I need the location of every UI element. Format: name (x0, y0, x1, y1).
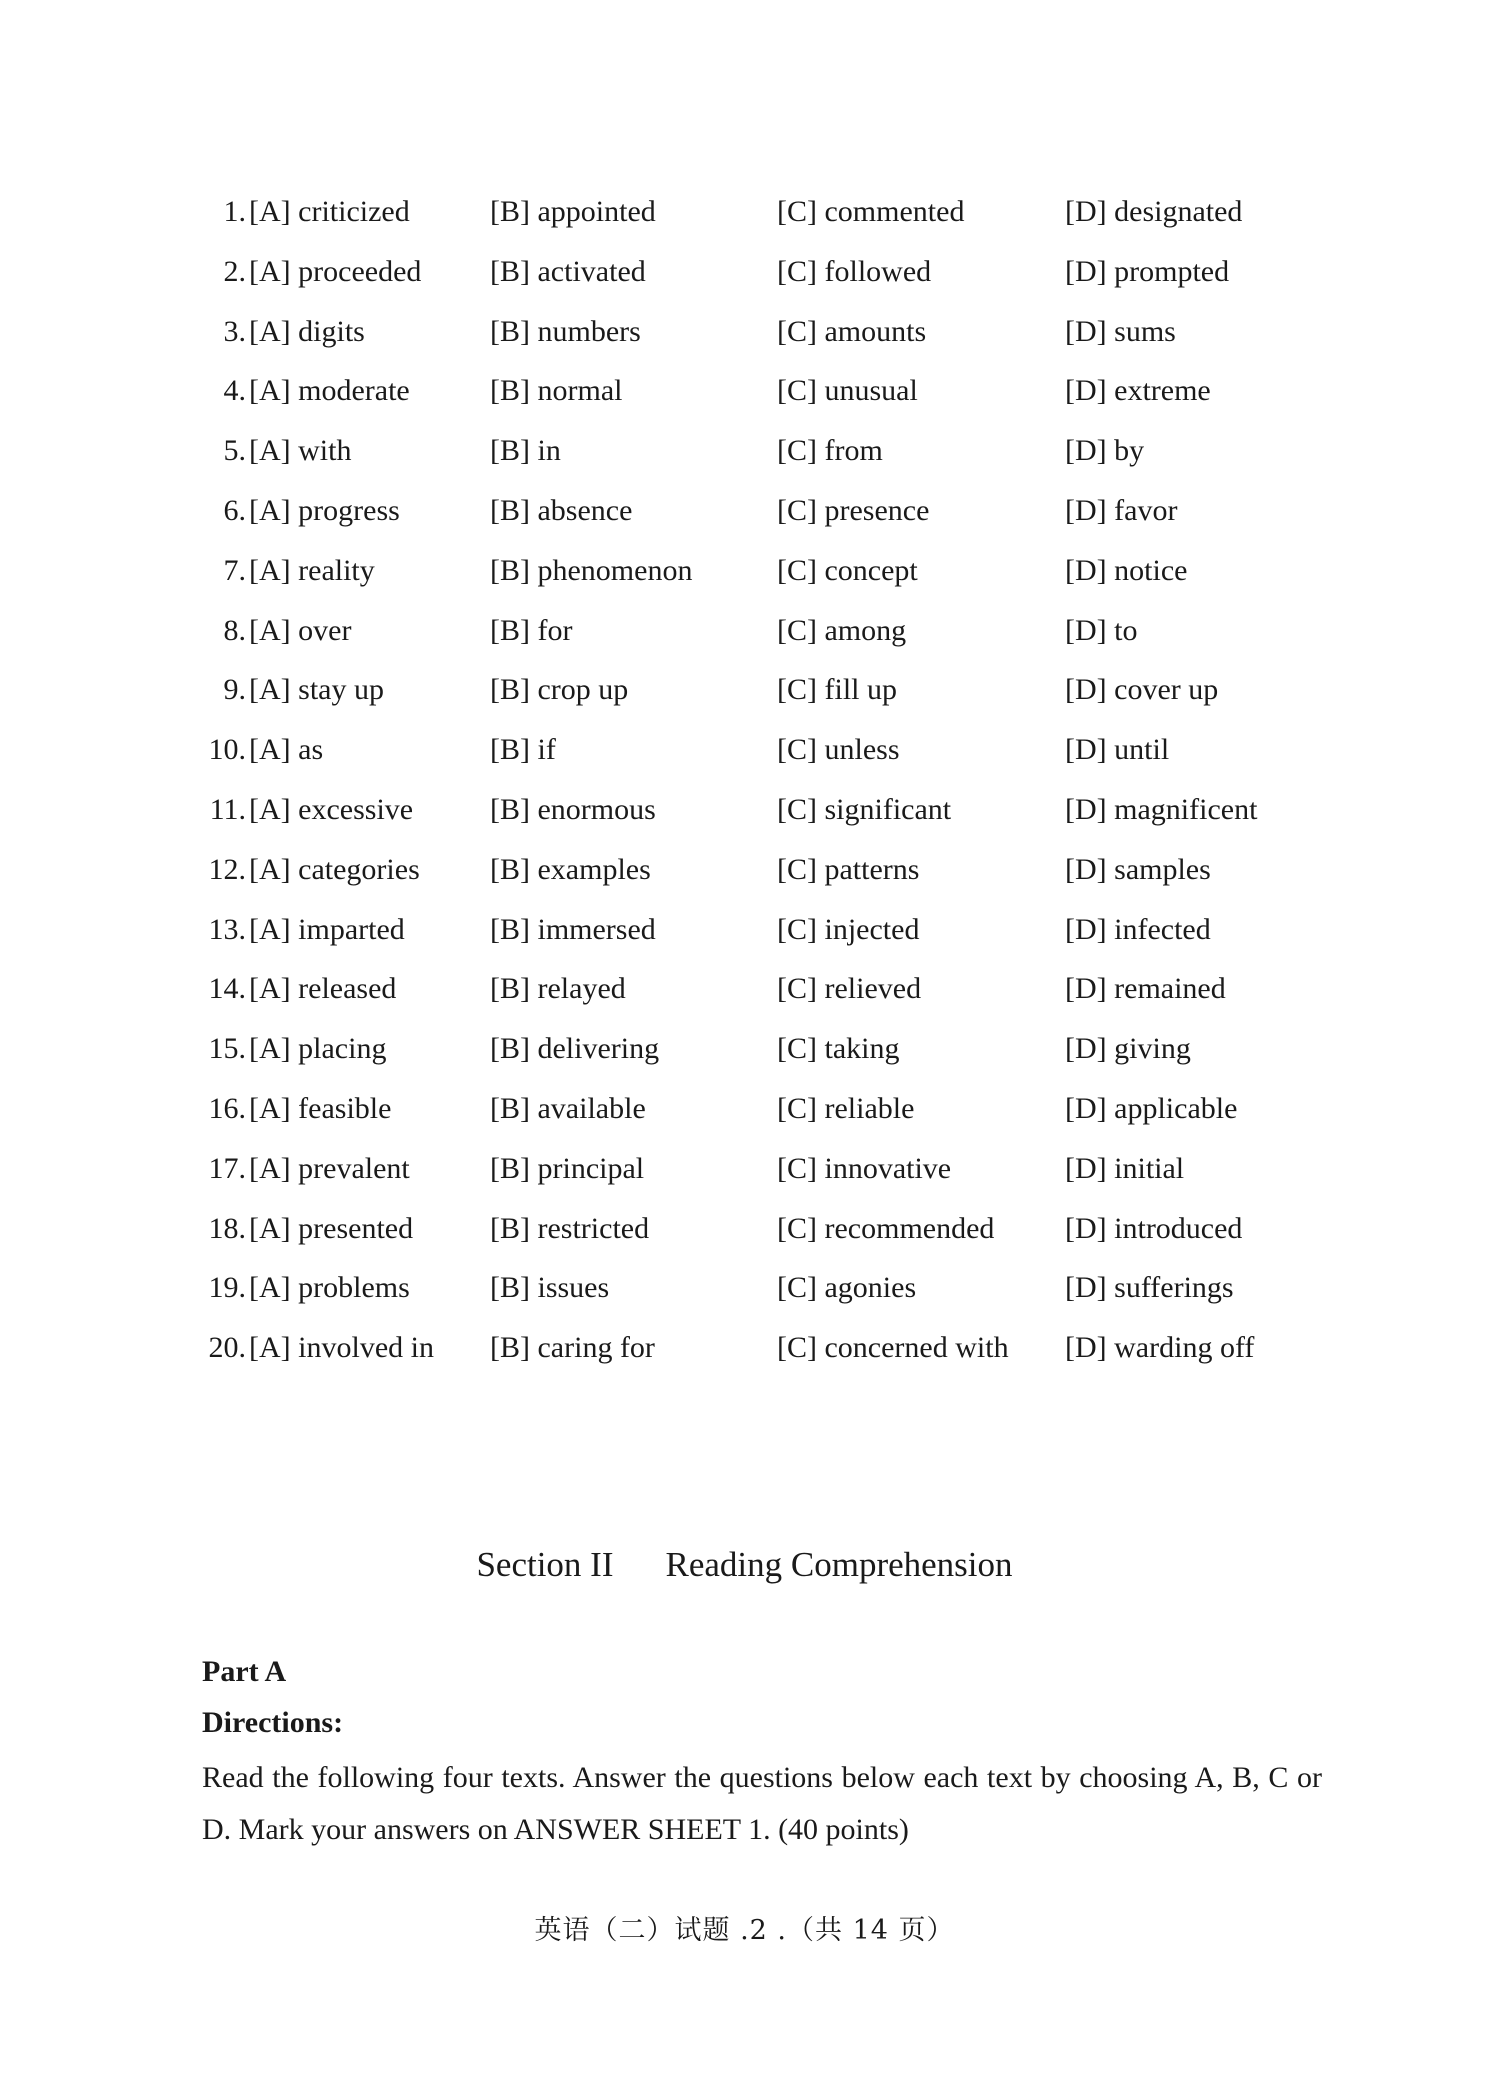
directions-text: Read the following four texts. Answer the questions below each text by choosing A, B, C or D. Mark your answers on ANSWER SHEET 1. (40 points) (202, 1761, 1322, 1846)
option-c: [C] concept (777, 553, 918, 587)
directions-label: Directions: (202, 1706, 344, 1739)
option-d: [D] warding off (1065, 1331, 1255, 1365)
option-c: [C] concerned with (777, 1331, 1009, 1365)
option-d: [D] designated (1065, 195, 1243, 228)
question-number: 1. (223, 195, 246, 228)
option-d: [D] to (1065, 613, 1138, 647)
option-b: [B] delivering (490, 1032, 660, 1066)
question-row (0, 361, 1489, 421)
option-d: [D] introduced (1065, 1211, 1243, 1245)
question-row (0, 1318, 1489, 1378)
option-d: [D] samples (1065, 852, 1211, 886)
option-b: [B] restricted (490, 1211, 650, 1245)
question-number: 9. (223, 673, 246, 707)
question-row (0, 959, 1489, 1019)
option-c: [C] among (777, 613, 907, 647)
option-a: [A] criticized (249, 195, 410, 228)
option-c: [C] fill up (777, 673, 897, 707)
option-a: [A] over (249, 613, 352, 647)
question-row (0, 182, 1489, 242)
question-options-list (0, 182, 1489, 1378)
option-c: [C] reliable (777, 1091, 915, 1125)
option-a: [A] stay up (249, 673, 384, 707)
section-number: Section II (476, 1545, 614, 1584)
option-b: [B] appointed (490, 195, 656, 228)
question-number: 15. (208, 1032, 246, 1066)
question-number: 19. (208, 1271, 246, 1305)
option-a: [A] with (249, 434, 352, 468)
question-number: 2. (223, 254, 246, 288)
option-a: [A] presented (249, 1211, 414, 1245)
option-a: [A] involved in (249, 1331, 434, 1365)
option-b: [B] normal (490, 374, 623, 408)
question-number: 13. (208, 912, 246, 946)
question-row (0, 720, 1489, 780)
option-c: [C] recommended (777, 1211, 995, 1245)
option-d: [D] by (1065, 434, 1145, 468)
option-c: [C] commented (777, 195, 965, 228)
option-d: [D] initial (1065, 1151, 1185, 1185)
option-b: [B] absence (490, 493, 633, 527)
question-number: 18. (208, 1211, 246, 1245)
option-c: [C] followed (777, 254, 932, 288)
option-a: [A] moderate (249, 374, 410, 408)
question-number: 12. (208, 852, 246, 886)
section-heading (0, 1545, 1489, 1585)
option-b: [B] principal (490, 1151, 645, 1185)
question-number: 3. (223, 314, 246, 348)
option-b: [B] numbers (490, 314, 641, 348)
question-number: 8. (223, 613, 246, 647)
question-number: 17. (208, 1151, 246, 1185)
option-c: [C] taking (777, 1032, 900, 1066)
option-b: [B] enormous (490, 792, 656, 826)
option-b: [B] if (490, 733, 556, 767)
option-d: [D] giving (1065, 1032, 1191, 1066)
option-b: [B] activated (490, 254, 646, 288)
option-a: [A] progress (249, 493, 400, 527)
option-a: [A] problems (249, 1271, 410, 1305)
option-d: [D] favor (1065, 493, 1178, 527)
option-c: [C] injected (777, 912, 920, 946)
option-a: [A] as (249, 733, 324, 767)
option-d: [D] applicable (1065, 1091, 1238, 1125)
option-d: [D] magnificent (1065, 792, 1258, 826)
option-a: [A] imparted (249, 912, 405, 946)
option-b: [B] immersed (490, 912, 656, 946)
option-d: [D] sufferings (1065, 1271, 1234, 1305)
question-row (0, 1019, 1489, 1079)
option-c: [C] agonies (777, 1271, 917, 1305)
option-c: [C] relieved (777, 972, 922, 1006)
option-b: [B] in (490, 434, 561, 468)
option-a: [A] placing (249, 1032, 387, 1066)
option-b: [B] issues (490, 1271, 610, 1305)
option-d: [D] notice (1065, 553, 1188, 587)
question-row (0, 660, 1489, 720)
question-row (0, 1079, 1489, 1139)
question-row (0, 900, 1489, 960)
option-d: [D] cover up (1065, 673, 1219, 707)
option-a: [A] prevalent (249, 1151, 410, 1185)
option-a: [A] categories (249, 852, 420, 886)
option-b: [B] relayed (490, 972, 626, 1006)
option-d: [D] extreme (1065, 374, 1211, 408)
question-number: 7. (223, 553, 246, 587)
option-d: [D] until (1065, 733, 1170, 767)
question-number: 11. (209, 792, 246, 826)
question-row (0, 780, 1489, 840)
option-b: [B] caring for (490, 1331, 655, 1365)
question-number: 16. (208, 1091, 246, 1125)
option-d: [D] prompted (1065, 254, 1230, 288)
option-b: [B] examples (490, 852, 651, 886)
option-a: [A] released (249, 972, 397, 1006)
question-row (0, 242, 1489, 302)
question-number: 10. (208, 733, 246, 767)
question-number: 5. (223, 434, 246, 468)
question-row (0, 421, 1489, 481)
question-number: 14. (208, 972, 246, 1006)
option-d: [D] infected (1065, 912, 1211, 946)
option-a: [A] reality (249, 553, 375, 587)
option-b: [B] available (490, 1091, 646, 1125)
option-d: [D] sums (1065, 314, 1176, 348)
question-row (0, 1258, 1489, 1318)
option-b: [B] for (490, 613, 573, 647)
option-a: [A] excessive (249, 792, 414, 826)
question-row (0, 1139, 1489, 1199)
option-b: [B] crop up (490, 673, 629, 707)
question-row (0, 601, 1489, 661)
option-c: [C] significant (777, 792, 952, 826)
question-row (0, 1199, 1489, 1259)
option-b: [B] phenomenon (490, 553, 693, 587)
option-a: [A] feasible (249, 1091, 392, 1125)
option-c: [C] innovative (777, 1151, 952, 1185)
option-c: [C] presence (777, 493, 930, 527)
option-c: [C] amounts (777, 314, 927, 348)
question-number: 6. (223, 493, 246, 527)
question-number: 4. (223, 374, 246, 408)
option-a: [A] proceeded (249, 254, 422, 288)
part-label: Part A (202, 1655, 287, 1688)
question-row (0, 541, 1489, 601)
question-row (0, 840, 1489, 900)
option-c: [C] unusual (777, 374, 918, 408)
question-row (0, 481, 1489, 541)
question-number: 20. (208, 1331, 246, 1365)
option-c: [C] patterns (777, 852, 920, 886)
option-d: [D] remained (1065, 972, 1226, 1006)
option-c: [C] unless (777, 733, 900, 767)
page-footer: 英语（二）试题 .2 .（共 14 页） (534, 1915, 955, 1946)
option-c: [C] from (777, 434, 883, 468)
question-row (0, 302, 1489, 362)
option-a: [A] digits (249, 314, 365, 348)
section-title: Reading Comprehension (665, 1545, 1013, 1584)
